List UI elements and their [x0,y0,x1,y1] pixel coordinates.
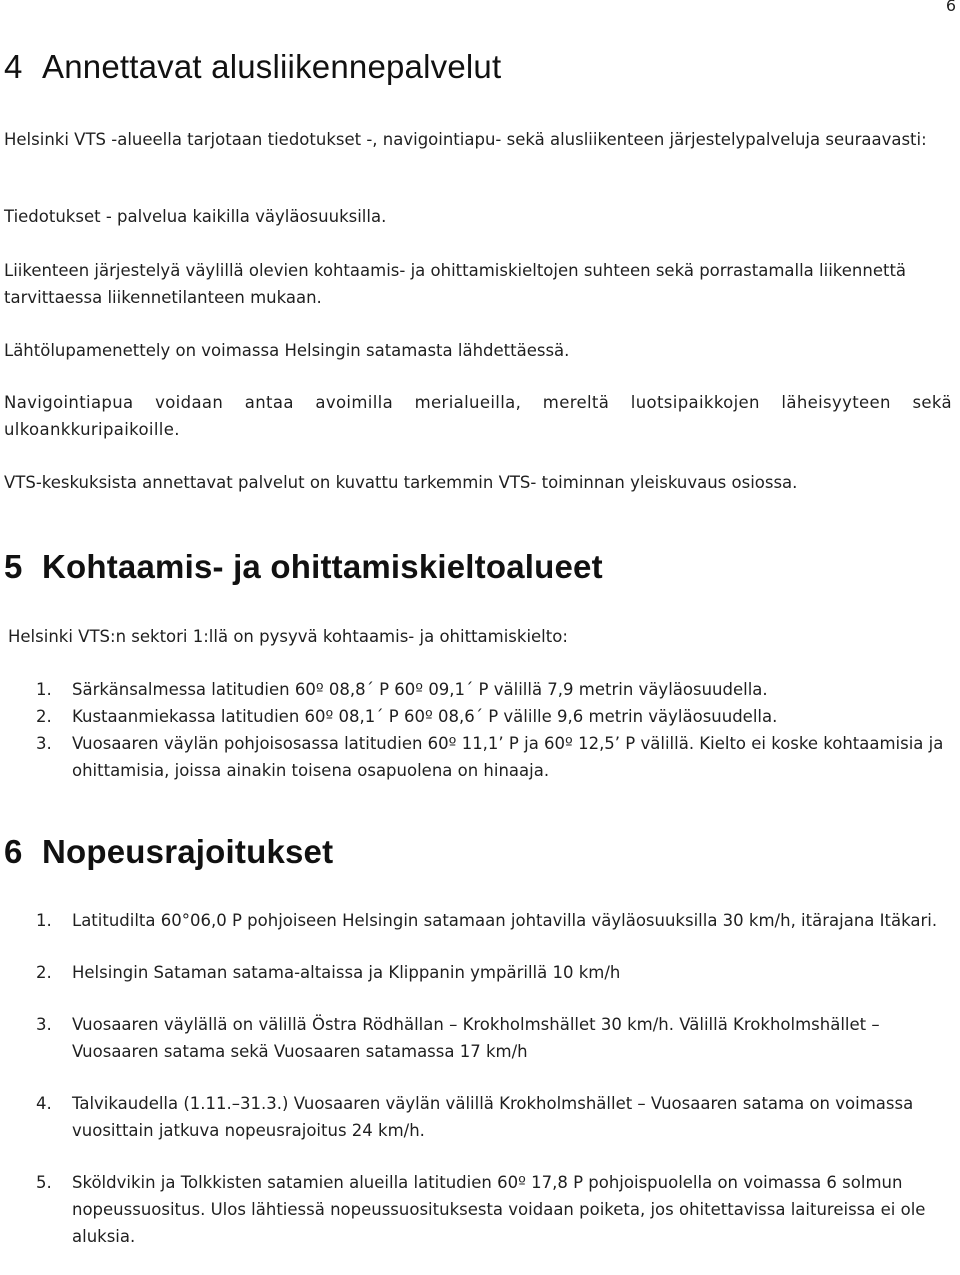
list-item-text: Helsingin Sataman satama-altaissa ja Klippanin ympärillä 10 km/h [72,963,621,982]
list-marker: 1. [36,680,52,699]
list-item [36,730,951,784]
list-item [36,907,951,934]
list-item-text: Vuosaaren väylällä on välillä Östra Rödhällan – Krokholmshället 30 km/h. Välillä Krokholmshället – Vuosaaren satama sekä Vuosaaren satamassa 17 km/h [72,1015,880,1061]
list-item [36,676,951,703]
list-item [36,1011,951,1065]
list-item [36,703,951,730]
section-6-number: 6 [4,833,23,870]
section-5-intro: Helsinki VTS:n sektori 1:llä on pysyvä kohtaamis- ja ohittamiskielto: [8,627,568,646]
section-4-heading [4,48,501,86]
list-item-text: Latitudilta 60°06,0 P pohjoiseen Helsingin satamaan johtavilla väyläosuuksilla 30 km/h, itärajana Itäkari. [72,911,938,930]
list-item [36,1090,951,1144]
paragraph-lahtolupamenettely: Lähtölupamenettely on voimassa Helsingin satamasta lähdettäessä. [4,341,570,360]
list-item-text: Vuosaaren väylän pohjoisosassa latitudien 60º 11,1’ P ja 60º 12,5’ P välillä. Kielto ei koske kohtaamisia ja ohittamisia, joissa ainakin toisena osapuolena on hinaaja. [72,734,944,780]
list-marker: 5. [36,1173,52,1192]
section-4-intro: Helsinki VTS -alueella tarjotaan tiedotukset -, navigointiapu- sekä alusliikenteen järjestelypalveluja seuraavasti: [4,130,927,149]
list-item [36,1169,951,1250]
section-5-list [36,676,951,784]
section-4-number: 4 [4,48,23,85]
paragraph-vts-keskukset: VTS-keskuksista annettavat palvelut on kuvattu tarkemmin VTS- toiminnan yleiskuvaus osiossa. [4,473,798,492]
section-6-list [36,907,951,1250]
list-item-text: Sköldvikin ja Tolkkisten satamien alueilla latitudien 60º 17,8 P pohjoispuolella on voimassa 6 solmun nopeussuositus. Ulos lähtiessä nopeussuosituksesta voidaan poiketa, jos ohitettavissa laitureissa ei ole aluksia. [72,1173,926,1246]
list-marker: 3. [36,1015,52,1034]
list-marker: 3. [36,734,52,753]
section-5-title: Kohtaamis- ja ohittamiskieltoalueet [42,548,603,585]
list-marker: 2. [36,963,52,982]
list-marker: 4. [36,1094,52,1113]
list-marker: 1. [36,911,52,930]
section-4-title: Annettavat alusliikennepalvelut [42,48,502,85]
list-item-text: Kustaanmiekassa latitudien 60º 08,1´ P 60º 08,6´ P välille 9,6 metrin väyläosuudella. [72,707,778,726]
section-6-title: Nopeusrajoitukset [42,833,334,870]
list-item [36,959,951,986]
list-marker: 2. [36,707,52,726]
paragraph-liikenteen-jarjestely: Liikenteen järjestelyä väylillä olevien kohtaamis- ja ohittamiskieltojen suhteen sekä porrastamalla liikennettä tarvittaessa liikennetilanteen mukaan. [4,261,907,307]
page-number: 6 [945,0,956,15]
section-5-number: 5 [4,548,23,585]
section-5-heading [4,548,603,586]
section-6-heading [4,833,333,871]
paragraph-navigointiapu: Navigointiapua voidaan antaa avoimilla merialueilla, mereltä luotsipaikkojen läheisyyteen sekä ulkoankkuripaikoille. [4,393,952,439]
paragraph-tiedotukset: Tiedotukset - palvelua kaikilla väyläosuuksilla. [4,207,387,226]
list-item-text: Talvikaudella (1.11.–31.3.) Vuosaaren väylän välillä Krokholmshället – Vuosaaren satama on voimassa vuosittain jatkuva nopeusrajoitus 24 km/h. [72,1094,914,1140]
list-item-text: Särkänsalmessa latitudien 60º 08,8´ P 60º 09,1´ P välillä 7,9 metrin väyläosuudella. [72,680,768,699]
